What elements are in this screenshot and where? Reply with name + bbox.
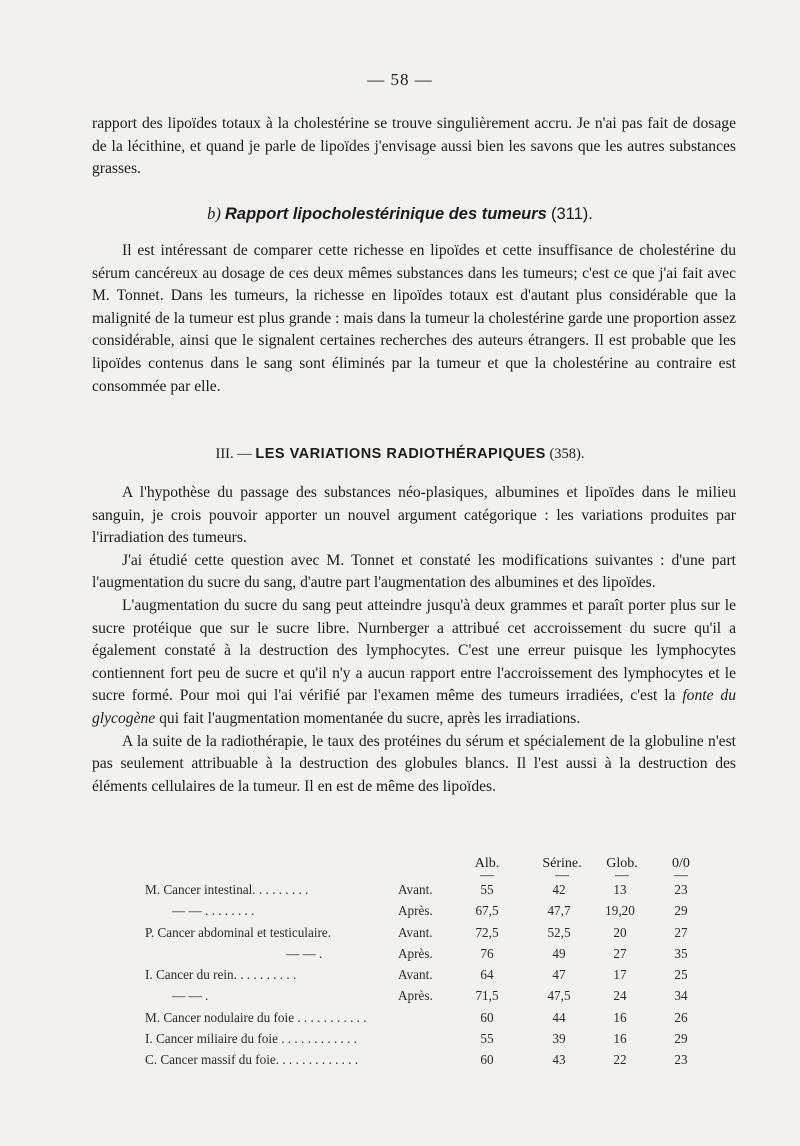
cell-pct: 27 — [674, 924, 688, 940]
paragraph-2: J'ai étudié cette question avec M. Tonnet et constaté les modifications suivantes : d'une part l'augmentation du sucre du sang, d'autre part l'augmentation des albumines et des lipoïdes. — [92, 551, 736, 592]
section-iii-roman: III. — — [215, 446, 252, 462]
cell-glob: 24 — [613, 988, 627, 1004]
cell-alb: 55 — [480, 882, 494, 897]
cell-serine: 47,7 — [547, 903, 571, 919]
cell-alb: 60 — [480, 1009, 494, 1025]
cell-glob: 20 — [613, 924, 627, 940]
intro-text: rapport des lipoïdes totaux à la cholestérine se trouve singulièrement accru. Je n'ai pas fait de dosage de la lécithine, et quand je parle de lipoïdes j'envisage aussi bien les savons que les autres substances grasses. — [92, 115, 736, 178]
paragraph-3-text: L'augmentation du sucre du sang peut atteindre jusqu'à deux grammes et paraît porter plus sur le sucre protéique que sur le sucre libre. Nurnberger a attribué cet accroissement du sucre qu'il a également constaté à la destruction des lymphocytes. C'est une erreur puisque les lymphocytes contiennent fort peu de sucre et qu'il n'y a aucun rapport entre l'accroissement des lymphocytes et le sucre formé. Pour moi qui l'ai vérifié par l'examen même des tumeurs irradiées, c'est la — [92, 596, 736, 705]
row-label: — — . — [286, 945, 323, 961]
table-row — [0, 1010, 800, 1031]
cell-glob: 16 — [613, 1009, 627, 1025]
row-label: M. Cancer nodulaire du foie . . . . . . . . . . . — [145, 1009, 367, 1025]
cell-glob: 13 — [613, 882, 627, 897]
cell-serine: 47 — [552, 967, 566, 983]
col-dash-glob: — — [615, 868, 629, 883]
cell-pct: 34 — [674, 988, 688, 1004]
col-header-pct: 0/0 — [672, 856, 690, 871]
row-label: I. Cancer miliaire du foie . . . . . . . . . . . . — [145, 1031, 358, 1047]
row-when: Avant. — [398, 882, 433, 897]
cell-alb: 55 — [480, 1031, 494, 1047]
cell-glob: 22 — [613, 1052, 627, 1068]
section-b-ref: (311). — [550, 205, 593, 223]
table-row — [0, 988, 800, 1009]
cell-glob: 17 — [613, 967, 627, 983]
cell-glob: 19,20 — [605, 903, 635, 919]
table-row — [0, 925, 800, 946]
paragraph-1: A l'hypothèse du passage des substances néo-plasiques, albumines et lipoïdes dans le milieu sanguin, je crois pouvoir apporter un nouvel argument catégorique : les variations produites par l'irradiation des tumeurs. — [92, 484, 736, 547]
cell-pct: 23 — [674, 1052, 688, 1068]
cell-alb: 71,5 — [475, 988, 499, 1004]
cell-glob: 16 — [613, 1031, 627, 1047]
paragraph-4: A la suite de la radiothérapie, le taux des protéines du sérum et spécialement de la globuline n'est pas seulement attribuable à la destruction des globules blancs. Il l'est aussi à la destruction des éléments cellulaires de la tumeur. Il en est de même des lipoïdes. — [92, 732, 736, 795]
cell-serine: 49 — [552, 945, 566, 961]
table-row — [0, 1052, 800, 1073]
cell-alb: 72,5 — [475, 924, 499, 940]
cell-serine: 39 — [552, 1031, 566, 1047]
cell-alb: 67,5 — [475, 903, 499, 919]
col-dash-alb: — — [480, 868, 494, 883]
row-label: — — . . . . . . . . — [172, 903, 255, 919]
row-when: Après. — [398, 988, 433, 1004]
paragraph-3-emphasis: fonte du glycogène — [92, 687, 736, 727]
col-dash-pct: — — [674, 868, 688, 883]
intro-paragraph — [92, 113, 736, 181]
table-row — [0, 882, 800, 903]
section-b-text: Il est intéressant de comparer cette richesse en lipoïdes et cette insuffisance de cholestérine du sérum cancéreux au dosage de ces deux mêmes substances dans les tumeurs; c'est ce que j'ai fait avec M. Tonnet. Dans les tumeurs, la richesse en lipoïdes totaux est d'autant plus considérable que la malignité de la tumeur est plus grande : mais dans la tumeur la cholestérine garde une proportion assez considérable, ainsi que le signalent certaines recherches des auteurs étrangers. Il est probable que les lipoïdes contenus dans le sang sont éliminés par la tumeur et que la cholestérine au contraire est consommée par elle. — [92, 242, 736, 395]
cell-serine: 42 — [552, 882, 566, 897]
row-when: Avant. — [398, 967, 433, 983]
results-table — [0, 882, 800, 1074]
row-when: Après. — [398, 945, 433, 961]
cell-serine: 47,5 — [547, 988, 571, 1004]
table-row — [0, 903, 800, 924]
cell-serine: 43 — [552, 1052, 566, 1068]
cell-pct: 26 — [674, 1009, 688, 1025]
col-header-serine: Sérine. — [542, 856, 582, 871]
row-label: P. Cancer abdominal et testiculaire. — [145, 924, 332, 940]
cell-alb: 76 — [480, 945, 494, 961]
cell-serine: 44 — [552, 1009, 566, 1025]
section-iii-body — [92, 482, 736, 798]
cell-serine: 52,5 — [547, 924, 571, 940]
cell-pct: 29 — [674, 1031, 688, 1047]
row-label: — — . — [172, 988, 209, 1004]
row-label: M. Cancer intestinal. . . . . . . . . — [145, 882, 309, 897]
section-b-label: b) — [207, 204, 221, 223]
row-label: I. Cancer du rein. . . . . . . . . . — [145, 967, 297, 983]
row-when: Après. — [398, 903, 433, 919]
section-iii-ref: (358). — [549, 446, 585, 462]
row-label: C. Cancer massif du foie. . . . . . . . . . . . . — [145, 1052, 359, 1068]
cell-pct: 35 — [674, 945, 688, 961]
cell-pct: 29 — [674, 903, 688, 919]
row-when: Avant. — [398, 924, 433, 940]
section-b-title: Rapport lipocholestérinique des tumeurs — [225, 205, 547, 223]
col-header-alb: Alb. — [474, 856, 500, 871]
cell-pct: 23 — [674, 882, 688, 897]
col-header-glob: Glob. — [606, 856, 638, 871]
col-dash-serine: — — [555, 868, 569, 883]
table-row — [0, 946, 800, 967]
cell-alb: 64 — [480, 967, 494, 983]
section-iii-title: LES VARIATIONS RADIOTHÉRAPIQUES — [255, 446, 546, 462]
cell-pct: 25 — [674, 967, 688, 983]
table-row — [0, 1031, 800, 1052]
cell-glob: 27 — [613, 945, 627, 961]
section-b-heading — [0, 204, 800, 224]
section-iii-heading — [0, 446, 800, 463]
section-b-paragraph — [92, 240, 736, 398]
table-row — [0, 967, 800, 988]
cell-alb: 60 — [480, 1052, 494, 1068]
paragraph-3-end: qui fait l'augmentation momentanée du sucre, après les irradiations. — [159, 709, 581, 727]
paragraph-3 — [92, 595, 736, 731]
page-number: — 58 — — [367, 70, 433, 89]
